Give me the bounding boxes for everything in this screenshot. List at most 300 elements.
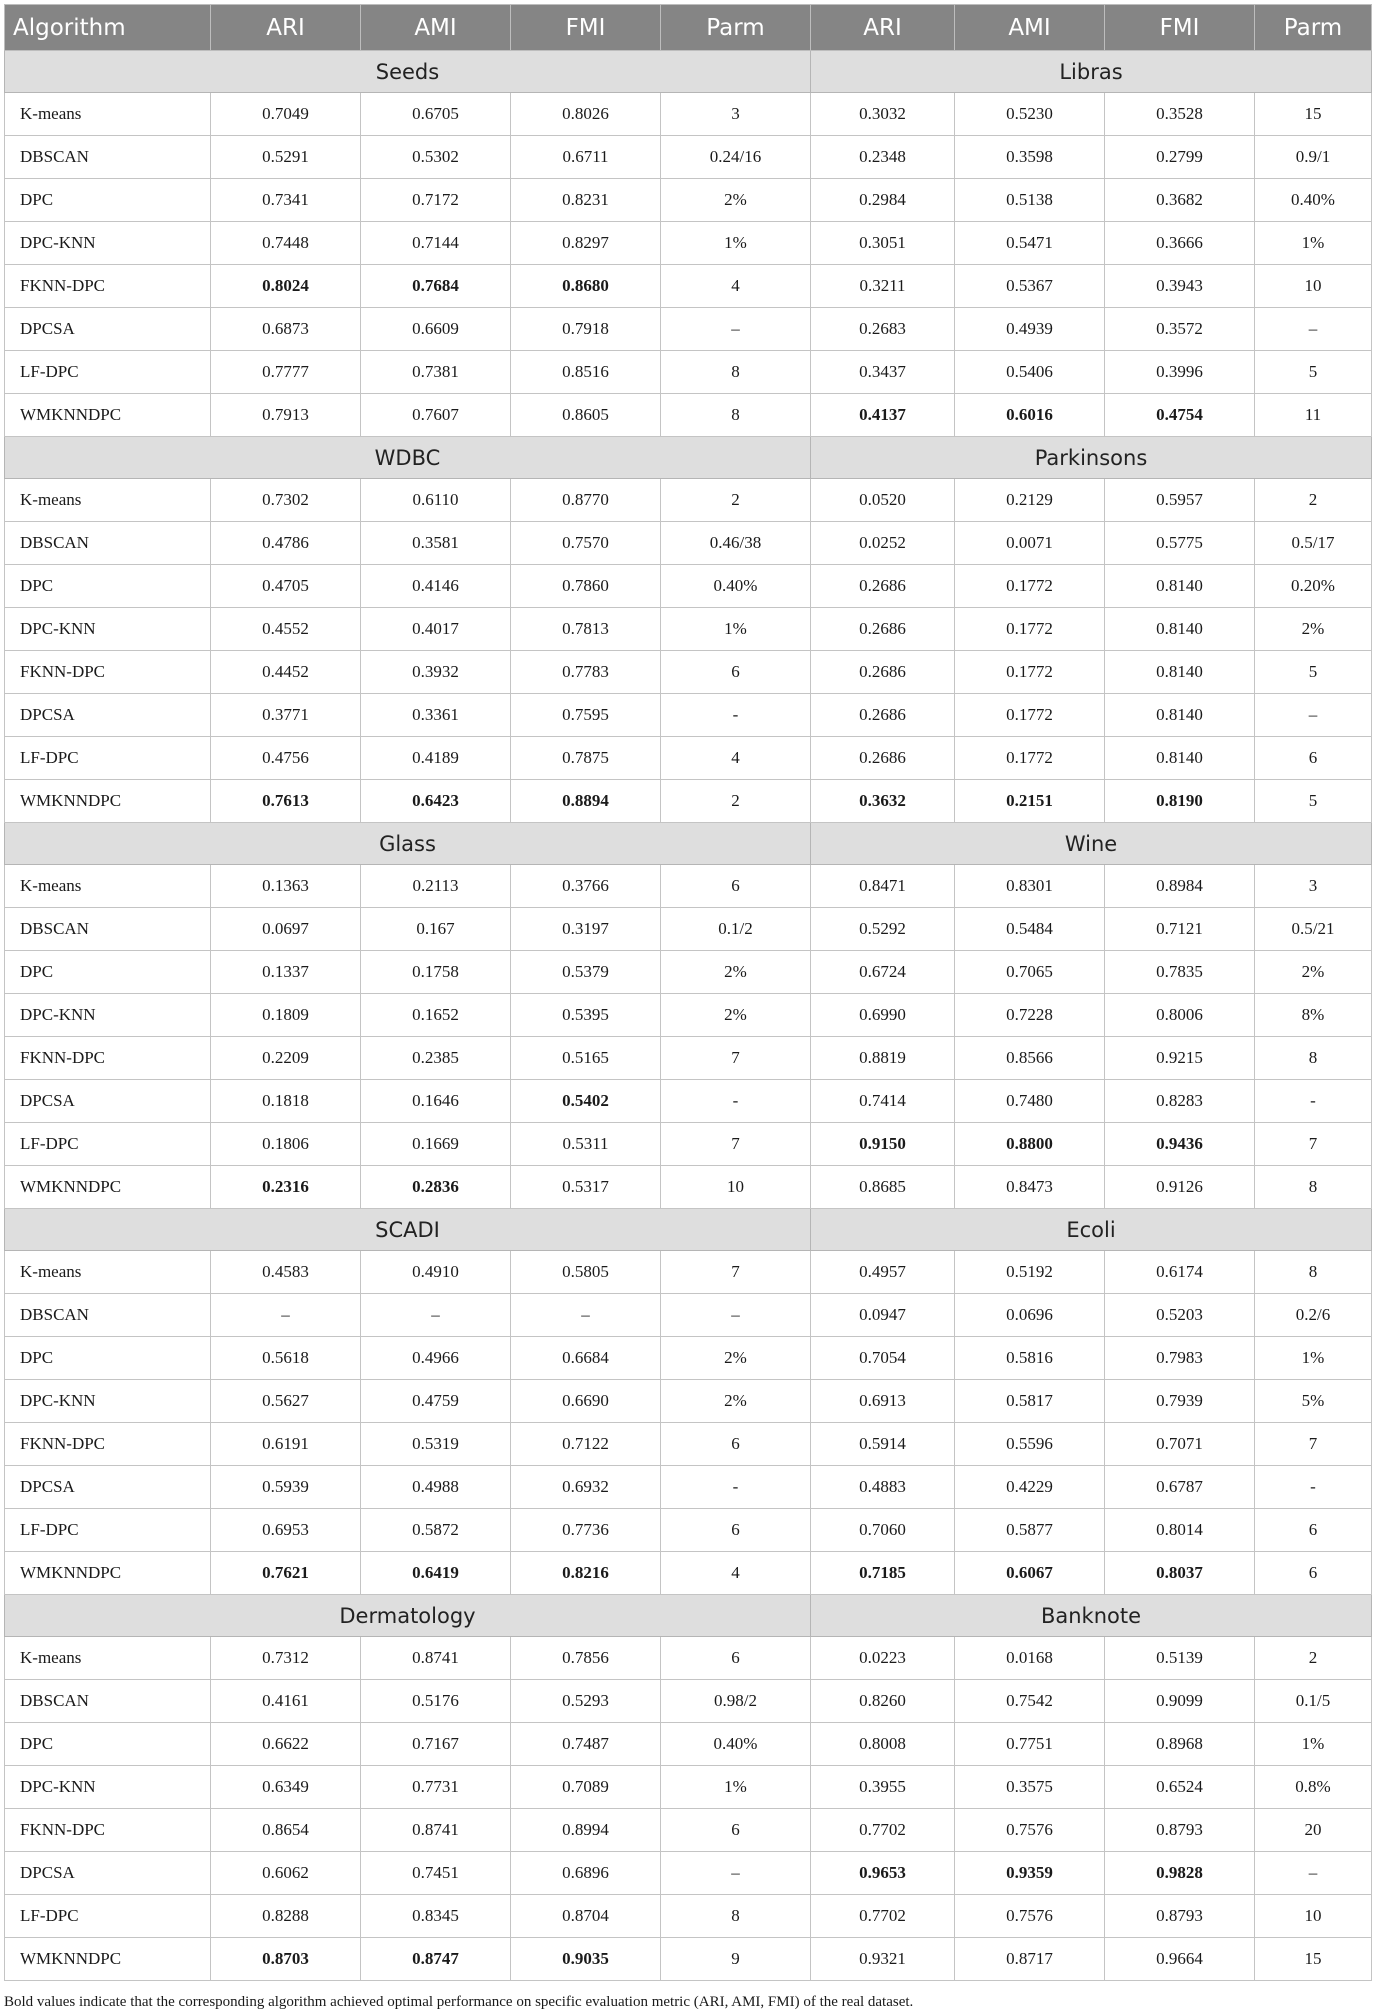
algorithm-name: DPCSA (5, 1852, 211, 1895)
metric-cell: 0.7607 (361, 394, 511, 437)
header-row (5, 5, 1372, 51)
metric-cell: 0.9150 (811, 1123, 955, 1166)
metric-cell: 0.7312 (211, 1637, 361, 1680)
metric-cell: 0.7913 (211, 394, 361, 437)
algorithm-name: DPC (5, 951, 211, 994)
metric-cell: 0.2129 (955, 479, 1105, 522)
metric-cell: 0.2316 (211, 1166, 361, 1209)
metric-cell: 0.6690 (511, 1380, 661, 1423)
metric-cell: 0.8566 (955, 1037, 1105, 1080)
metric-cell: 0.9215 (1105, 1037, 1255, 1080)
metric-cell: 0.7918 (511, 308, 661, 351)
metric-cell: 3 (661, 93, 811, 136)
metric-cell: 0.2/6 (1255, 1294, 1372, 1337)
metric-cell: 0.8473 (955, 1166, 1105, 1209)
table-row (5, 222, 1372, 265)
algorithm-name: DBSCAN (5, 522, 211, 565)
metric-cell: 0.2686 (811, 608, 955, 651)
metric-cell: 0.5395 (511, 994, 661, 1037)
algorithm-name: DPC (5, 1723, 211, 1766)
metric-cell: 0.3211 (811, 265, 955, 308)
table-row (5, 1766, 1372, 1809)
metric-cell: 6 (661, 865, 811, 908)
metric-cell: 0.9099 (1105, 1680, 1255, 1723)
metric-cell: 2% (661, 1337, 811, 1380)
metric-cell: 0.5203 (1105, 1294, 1255, 1337)
metric-cell: 0.5471 (955, 222, 1105, 265)
metric-cell: 0.8024 (211, 265, 361, 308)
metric-cell: 2 (1255, 1637, 1372, 1680)
metric-cell: 0.8301 (955, 865, 1105, 908)
metric-cell: 7 (1255, 1423, 1372, 1466)
dataset-name-left: Glass (5, 823, 811, 865)
metric-cell: 0.3598 (955, 136, 1105, 179)
metric-cell: 8 (1255, 1166, 1372, 1209)
metric-cell: 0.2686 (811, 694, 955, 737)
metric-cell: 10 (1255, 1895, 1372, 1938)
section-header-row (5, 823, 1372, 865)
metric-cell: 0.5484 (955, 908, 1105, 951)
metric-cell: 20 (1255, 1809, 1372, 1852)
metric-cell: 0.9035 (511, 1938, 661, 1981)
metric-cell: 7 (661, 1251, 811, 1294)
metric-cell: 0.4910 (361, 1251, 511, 1294)
metric-cell: 15 (1255, 1938, 1372, 1981)
metric-cell: 0.8140 (1105, 694, 1255, 737)
algorithm-name: FKNN-DPC (5, 265, 211, 308)
table-row (5, 394, 1372, 437)
metric-cell: 0.2686 (811, 565, 955, 608)
metric-cell: 0.8231 (511, 179, 661, 222)
dataset-name-left: WDBC (5, 437, 811, 479)
metric-cell: 1% (661, 1766, 811, 1809)
metric-cell: 0.8994 (511, 1809, 661, 1852)
metric-cell: 0.8037 (1105, 1552, 1255, 1595)
metric-cell: 0.2686 (811, 651, 955, 694)
table-row (5, 522, 1372, 565)
metric-cell: 0.7049 (211, 93, 361, 136)
metric-cell: 0.8685 (811, 1166, 955, 1209)
metric-cell: 0.6990 (811, 994, 955, 1037)
metric-cell: 0.5/21 (1255, 908, 1372, 951)
section-header-row (5, 437, 1372, 479)
metric-cell: 0.2686 (811, 737, 955, 780)
metric-cell: 0.1818 (211, 1080, 361, 1123)
metric-cell: 6 (661, 1423, 811, 1466)
table-row (5, 1895, 1372, 1938)
metric-cell: 0.4452 (211, 651, 361, 694)
metric-cell: 0.2683 (811, 308, 955, 351)
table-row (5, 136, 1372, 179)
metric-cell: – (211, 1294, 361, 1337)
metric-cell: 0.7813 (511, 608, 661, 651)
algorithm-name: DBSCAN (5, 136, 211, 179)
metric-cell: 0.1669 (361, 1123, 511, 1166)
metric-cell: 0.167 (361, 908, 511, 951)
metric-cell: 1% (661, 222, 811, 265)
metric-cell: 0.8770 (511, 479, 661, 522)
table-row (5, 780, 1372, 823)
metric-cell: 0.5816 (955, 1337, 1105, 1380)
algorithm-name: DPC-KNN (5, 1766, 211, 1809)
metric-cell: 0.3361 (361, 694, 511, 737)
metric-cell: 0.7071 (1105, 1423, 1255, 1466)
dataset-name-left: Seeds (5, 51, 811, 93)
metric-cell: 0.5877 (955, 1509, 1105, 1552)
metric-cell: 0.7777 (211, 351, 361, 394)
metric-cell: 0.7835 (1105, 951, 1255, 994)
metric-cell: 0.2209 (211, 1037, 361, 1080)
metric-cell: 0.6110 (361, 479, 511, 522)
metric-cell: 0.7122 (511, 1423, 661, 1466)
metric-cell: 8% (1255, 994, 1372, 1037)
metric-cell: 0.7060 (811, 1509, 955, 1552)
metric-cell: 0.7576 (955, 1895, 1105, 1938)
metric-cell: 0.4229 (955, 1466, 1105, 1509)
metric-cell: 0.5367 (955, 265, 1105, 308)
metric-cell: 2 (1255, 479, 1372, 522)
metric-cell: 2% (661, 951, 811, 994)
metric-cell: 7 (661, 1037, 811, 1080)
table-row (5, 1037, 1372, 1080)
metric-cell: 0.8793 (1105, 1895, 1255, 1938)
metric-cell: 0.5817 (955, 1380, 1105, 1423)
metric-cell: 0.8717 (955, 1938, 1105, 1981)
metric-cell: 0.24/16 (661, 136, 811, 179)
algorithm-name: WMKNNDPC (5, 780, 211, 823)
metric-cell: 0.3575 (955, 1766, 1105, 1809)
metric-cell: 0.5775 (1105, 522, 1255, 565)
table-row (5, 1637, 1372, 1680)
metric-cell: 0.6953 (211, 1509, 361, 1552)
table-row (5, 1380, 1372, 1423)
metric-cell: 0.7381 (361, 351, 511, 394)
section-header-row (5, 51, 1372, 93)
table-row (5, 1852, 1372, 1895)
metric-cell: – (1255, 308, 1372, 351)
metric-cell: 0.4137 (811, 394, 955, 437)
section-header-row (5, 1209, 1372, 1251)
algorithm-name: DBSCAN (5, 908, 211, 951)
metric-cell: 0.6349 (211, 1766, 361, 1809)
metric-cell: 0.8345 (361, 1895, 511, 1938)
algorithm-name: FKNN-DPC (5, 1037, 211, 1080)
metric-cell: 0.8605 (511, 394, 661, 437)
metric-cell: 10 (661, 1166, 811, 1209)
metric-cell: 0.3581 (361, 522, 511, 565)
metric-cell: 9 (661, 1938, 811, 1981)
metric-cell: 0.8747 (361, 1938, 511, 1981)
algorithm-name: DPC-KNN (5, 994, 211, 1037)
metric-cell: 0.5618 (211, 1337, 361, 1380)
metric-cell: 5 (1255, 351, 1372, 394)
metric-cell: 0.7185 (811, 1552, 955, 1595)
section-header-row (5, 1595, 1372, 1637)
metric-cell: 0.8516 (511, 351, 661, 394)
table-row (5, 1166, 1372, 1209)
metric-cell: 0.3955 (811, 1766, 955, 1809)
metric-cell: 0.6062 (211, 1852, 361, 1895)
metric-cell: 0.5627 (211, 1380, 361, 1423)
algorithm-name: FKNN-DPC (5, 651, 211, 694)
algorithm-name: LF-DPC (5, 351, 211, 394)
metric-cell: 0.20% (1255, 565, 1372, 608)
metric-cell: 4 (661, 1552, 811, 1595)
algorithm-name: K-means (5, 479, 211, 522)
table-row (5, 265, 1372, 308)
metric-cell: 3 (1255, 865, 1372, 908)
metric-cell: 0.4988 (361, 1466, 511, 1509)
metric-cell: 0.7228 (955, 994, 1105, 1037)
algorithm-name: DPC (5, 565, 211, 608)
table-row (5, 351, 1372, 394)
metric-cell: 0.6609 (361, 308, 511, 351)
metric-cell: 0.7089 (511, 1766, 661, 1809)
results-table (4, 4, 1372, 1981)
metric-cell: 8 (1255, 1037, 1372, 1080)
metric-cell: 0.8680 (511, 265, 661, 308)
table-row (5, 1552, 1372, 1595)
table-row (5, 651, 1372, 694)
metric-cell: 0.98/2 (661, 1680, 811, 1723)
metric-cell: 0.3932 (361, 651, 511, 694)
metric-cell: 0.8819 (811, 1037, 955, 1080)
metric-cell: 6 (661, 651, 811, 694)
header-ami-right: AMI (955, 5, 1105, 51)
metric-cell: – (361, 1294, 511, 1337)
table-row (5, 737, 1372, 780)
metric-cell: 0.0697 (211, 908, 361, 951)
metric-cell: 0.4966 (361, 1337, 511, 1380)
table-row (5, 308, 1372, 351)
table-row (5, 179, 1372, 222)
metric-cell: 1% (1255, 1337, 1372, 1380)
metric-cell: 0.1809 (211, 994, 361, 1037)
dataset-name-right: Banknote (811, 1595, 1372, 1637)
metric-cell: 0.6191 (211, 1423, 361, 1466)
table-row (5, 951, 1372, 994)
metric-cell: 0.4583 (211, 1251, 361, 1294)
metric-cell: 4 (661, 737, 811, 780)
metric-cell: 0.5805 (511, 1251, 661, 1294)
metric-cell: 0.7570 (511, 522, 661, 565)
metric-cell: 2% (661, 179, 811, 222)
algorithm-name: K-means (5, 865, 211, 908)
metric-cell: 0.4756 (211, 737, 361, 780)
metric-cell: 0.1/5 (1255, 1680, 1372, 1723)
algorithm-name: K-means (5, 93, 211, 136)
metric-cell: 2% (1255, 951, 1372, 994)
metric-cell: 0.7054 (811, 1337, 955, 1380)
table-row (5, 865, 1372, 908)
metric-cell: 0.1652 (361, 994, 511, 1037)
metric-cell: 0.9653 (811, 1852, 955, 1895)
table-row (5, 1680, 1372, 1723)
algorithm-name: FKNN-DPC (5, 1423, 211, 1466)
metric-cell: 0.8288 (211, 1895, 361, 1938)
metric-cell: 0.2836 (361, 1166, 511, 1209)
metric-cell: 0.7939 (1105, 1380, 1255, 1423)
metric-cell: 0.4759 (361, 1380, 511, 1423)
metric-cell: 0.8008 (811, 1723, 955, 1766)
metric-cell: 0.40% (661, 1723, 811, 1766)
metric-cell: 0.3766 (511, 865, 661, 908)
metric-cell: 0.5402 (511, 1080, 661, 1123)
algorithm-name: WMKNNDPC (5, 1938, 211, 1981)
algorithm-name: K-means (5, 1251, 211, 1294)
dataset-name-left: Dermatology (5, 1595, 811, 1637)
algorithm-name: DPC (5, 1337, 211, 1380)
table-row (5, 1723, 1372, 1766)
metric-cell: 0.8741 (361, 1809, 511, 1852)
algorithm-name: DPCSA (5, 694, 211, 737)
metric-cell: 0.1646 (361, 1080, 511, 1123)
algorithm-name: DPC (5, 179, 211, 222)
metric-cell: 0.0252 (811, 522, 955, 565)
metric-cell: 7 (661, 1123, 811, 1166)
metric-cell: 0.4883 (811, 1466, 955, 1509)
metric-cell: 0.9/1 (1255, 136, 1372, 179)
metric-cell: 0.1337 (211, 951, 361, 994)
algorithm-name: LF-DPC (5, 737, 211, 780)
metric-cell: 0.4939 (955, 308, 1105, 351)
metric-cell: 2 (661, 780, 811, 823)
metric-cell: 0.7983 (1105, 1337, 1255, 1380)
metric-cell: 6 (661, 1509, 811, 1552)
metric-cell: 2 (661, 479, 811, 522)
metric-cell: 0.5230 (955, 93, 1105, 136)
metric-cell: 0.5165 (511, 1037, 661, 1080)
table-row (5, 608, 1372, 651)
metric-cell: 0.7451 (361, 1852, 511, 1895)
metric-cell: 0.6622 (211, 1723, 361, 1766)
metric-cell: 8 (661, 1895, 811, 1938)
metric-cell: 0.9828 (1105, 1852, 1255, 1895)
algorithm-name: DPC-KNN (5, 1380, 211, 1423)
metric-cell: - (1255, 1080, 1372, 1123)
header-fmi-right: FMI (1105, 5, 1255, 51)
metric-cell: 0.8140 (1105, 608, 1255, 651)
table-row (5, 1294, 1372, 1337)
metric-cell: 0.7702 (811, 1895, 955, 1938)
metric-cell: 0.0947 (811, 1294, 955, 1337)
metric-cell: 0.4017 (361, 608, 511, 651)
metric-cell: 0.5319 (361, 1423, 511, 1466)
metric-cell: 0.8260 (811, 1680, 955, 1723)
table-row (5, 1080, 1372, 1123)
header-ami-left: AMI (361, 5, 511, 51)
metric-cell: 0.7621 (211, 1552, 361, 1595)
metric-cell: 0.8216 (511, 1552, 661, 1595)
results-table-container (4, 4, 1371, 1981)
algorithm-name: DPCSA (5, 1080, 211, 1123)
table-row (5, 565, 1372, 608)
metric-cell: 0.7702 (811, 1809, 955, 1852)
metric-cell: 0.9436 (1105, 1123, 1255, 1166)
metric-cell: 6 (1255, 1509, 1372, 1552)
metric-cell: 0.0223 (811, 1637, 955, 1680)
table-row (5, 1466, 1372, 1509)
metric-cell: 0.4161 (211, 1680, 361, 1723)
metric-cell: 0.5302 (361, 136, 511, 179)
table-row (5, 1809, 1372, 1852)
metric-cell: – (661, 1294, 811, 1337)
metric-cell: 0.4552 (211, 608, 361, 651)
metric-cell: 0.1/2 (661, 908, 811, 951)
metric-cell: 0.1772 (955, 737, 1105, 780)
algorithm-name: FKNN-DPC (5, 1809, 211, 1852)
algorithm-name: DPCSA (5, 1466, 211, 1509)
metric-cell: 5 (1255, 780, 1372, 823)
metric-cell: 0.2113 (361, 865, 511, 908)
header-algorithm: Algorithm (5, 5, 211, 51)
table-row (5, 93, 1372, 136)
metric-cell: 0.4705 (211, 565, 361, 608)
metric-cell: 0.6913 (811, 1380, 955, 1423)
metric-cell: 4 (661, 265, 811, 308)
algorithm-name: DPCSA (5, 308, 211, 351)
metric-cell: 0.5192 (955, 1251, 1105, 1294)
metric-cell: 0.4786 (211, 522, 361, 565)
metric-cell: 0.40% (661, 565, 811, 608)
algorithm-name: LF-DPC (5, 1895, 211, 1938)
table-row (5, 1337, 1372, 1380)
metric-cell: 0.3682 (1105, 179, 1255, 222)
algorithm-name: DBSCAN (5, 1680, 211, 1723)
metric-cell: 0.5291 (211, 136, 361, 179)
table-row (5, 1938, 1372, 1981)
metric-cell: 0.9664 (1105, 1938, 1255, 1981)
dataset-name-right: Parkinsons (811, 437, 1372, 479)
algorithm-name: LF-DPC (5, 1123, 211, 1166)
metric-cell: 0.4146 (361, 565, 511, 608)
algorithm-name: LF-DPC (5, 1509, 211, 1552)
metric-cell: 0.7736 (511, 1509, 661, 1552)
metric-cell: 0.7302 (211, 479, 361, 522)
metric-cell: 0.2348 (811, 136, 955, 179)
metric-cell: 10 (1255, 265, 1372, 308)
dataset-name-right: Libras (811, 51, 1372, 93)
metric-cell: 0.6896 (511, 1852, 661, 1895)
dataset-name-right: Ecoli (811, 1209, 1372, 1251)
metric-cell: 0.3943 (1105, 265, 1255, 308)
metric-cell: 0.4957 (811, 1251, 955, 1294)
table-body (5, 51, 1372, 1981)
metric-cell: 0.7783 (511, 651, 661, 694)
metric-cell: 0.5311 (511, 1123, 661, 1166)
metric-cell: – (1255, 694, 1372, 737)
metric-cell: 5 (1255, 651, 1372, 694)
metric-cell: 0.7144 (361, 222, 511, 265)
metric-cell: 0.7480 (955, 1080, 1105, 1123)
metric-cell: 0.5379 (511, 951, 661, 994)
metric-cell: 0.8006 (1105, 994, 1255, 1037)
metric-cell: 0.6684 (511, 1337, 661, 1380)
algorithm-name: K-means (5, 1637, 211, 1680)
metric-cell: 0.3666 (1105, 222, 1255, 265)
metric-cell: 0.7542 (955, 1680, 1105, 1723)
metric-cell: – (1255, 1852, 1372, 1895)
metric-cell: 0.6873 (211, 308, 361, 351)
metric-cell: 8 (661, 351, 811, 394)
algorithm-name: WMKNNDPC (5, 1552, 211, 1595)
algorithm-name: DBSCAN (5, 1294, 211, 1337)
metric-cell: 0.6419 (361, 1552, 511, 1595)
metric-cell: 0.5293 (511, 1680, 661, 1723)
metric-cell: 6 (1255, 1552, 1372, 1595)
metric-cell: 0.7875 (511, 737, 661, 780)
metric-cell: 0.8984 (1105, 865, 1255, 908)
